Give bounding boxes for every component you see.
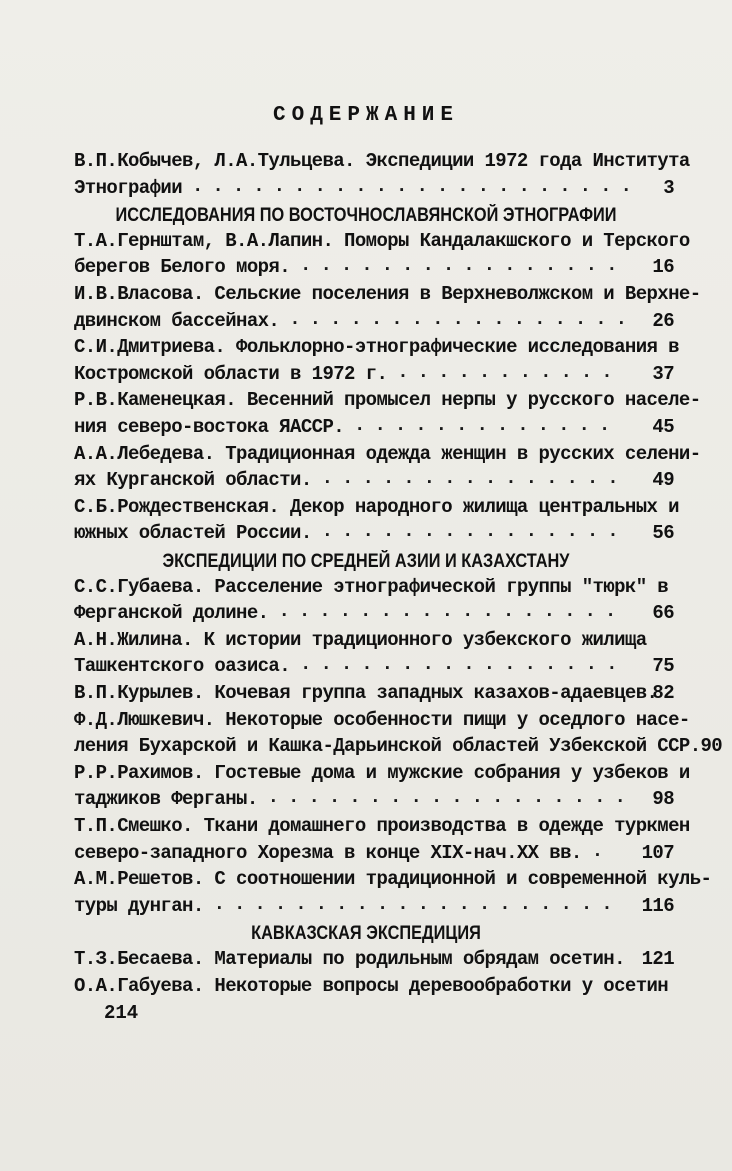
toc-line [74,576,674,602]
toc-line [74,256,674,282]
leader-dots: ................. [289,307,637,330]
toc-page-number: 16 [652,256,674,279]
toc-page-number: 98 [652,788,674,811]
leader-dots: .................... [213,892,622,915]
toc-entry-text: двинском бассейнах. [74,309,280,332]
leader-dots: .................. [267,786,635,809]
toc-line [74,839,674,868]
toc-line [74,682,674,708]
toc-entry-text: С.И.Дмитриева. Фольклорно-этнографические исследования в [74,336,679,359]
toc-line [74,892,674,921]
toc-line [74,283,701,309]
toc-entry-text: ления Бухарской и Кашка-Дарьинской областей Узбекской ССР.90 [74,735,723,758]
toc-line [74,708,690,735]
toc-entry-text: Костромской области в 1972 г. [74,362,388,385]
toc-page-number: 26 [652,309,674,332]
toc-entry-text: Ф.Д.Люшкевич. Некоторые особенности пищи у оседлого насе- [74,708,690,731]
leader-dots: ............. [354,414,620,436]
toc-entry-text: северо-западного Хорезма в конце XIX-нач.XX вв. [74,841,582,864]
toc-entry-text: С.Б.Рождественская. Декор народного жилища центральных и [74,495,679,518]
page-title: СОДЕРЖАНИЕ [272,104,460,127]
toc-entry-text: Т.А.Гернштам, В.А.Лапин. Поморы Кандалакшского и Терского [74,229,690,252]
toc-line [74,150,690,176]
toc-line [74,868,712,894]
toc-entry-text: В.П.Кобычев, Л.А.Тульцева. Экспедиции 1972 года Института [74,150,690,172]
toc-entry-text: А.Н.Жилина. К истории традиционного узбекского жилища [74,628,647,651]
toc-page-number: 66 [652,602,674,625]
toc-line [74,522,674,548]
leader-dots: ............... [321,467,628,490]
toc-entry-text: ях Курганской области. [74,469,312,492]
toc-line [74,602,674,628]
toc-entry-text: Ферганской долине. [74,602,269,625]
leader-dots: . [591,839,613,862]
toc-page-number: 121 [641,948,674,970]
toc-line [74,761,690,788]
toc-entry-text: таджиков Ферганы. [74,788,258,811]
leader-dots: ........... [397,360,622,383]
toc-line [74,442,701,469]
toc-page-number: 116 [641,894,674,917]
toc-entry-text: туры дунган. [74,894,204,917]
leader-dots: ................ [300,653,627,676]
section-heading: ИССЛЕДОВАНИЯ ПО ВОСТОЧНОСЛАВЯНСКОЙ ЭТНОГРАФИИ [115,205,617,227]
toc-entry-text: Р.Р.Рахимов. Гостевые дома и мужские собрания у узбеков и [74,761,690,784]
toc-line [74,229,690,256]
toc-page-number: 56 [652,522,674,545]
page-number: 214 [104,1002,139,1024]
toc-entry-text: берегов Белого моря. [74,256,291,279]
toc-line [74,975,674,1001]
toc-page-number: 37 [652,362,674,385]
toc-line [74,336,679,362]
toc-line [74,815,690,841]
toc-line [74,948,674,974]
toc-page-number: 49 [652,469,674,492]
toc-line [74,307,674,336]
toc-entry-text: южных областей России. [74,522,312,545]
toc-line [74,469,674,495]
toc-entry-text: Р.В.Каменецкая. Весенний промысел нерпы у русского населе- [74,389,701,412]
toc-entry-text: О.А.Габуева. Некоторые вопросы деревообработки у осетин [74,974,669,997]
toc-line [74,389,701,415]
toc-entry-text: С.С.Губаева. Расселение этнографической группы "тюрк" в [74,575,669,598]
toc-page-number: 75 [652,655,674,678]
toc-line [74,655,674,681]
toc-page-number: 82 [652,682,674,704]
section-heading: КАВКАЗСКАЯ ЭКСПЕДИЦИЯ [251,923,481,945]
toc-entry-text: А.А.Лебедева. Традиционная одежда женщин в русских селени- [74,442,701,465]
toc-line [74,629,674,655]
toc-entry-text: Т.П.Смешко. Ткани домашнего производства в одежде туркмен [74,815,690,837]
toc-line [74,416,674,442]
toc-entry-text: Ташкентского оазиса. [74,655,291,678]
leader-dots: ................ [300,254,627,277]
leader-dots: ...................... [192,174,641,197]
toc-line [74,360,674,389]
leader-dots: ............... [321,520,628,543]
toc-line [74,788,674,814]
toc-line [74,174,674,203]
toc-entry-text: И.В.Власова. Сельские поселения в Верхневолжском и Верхне- [74,283,701,305]
toc-entry-text: А.М.Решетов. С соотношении традиционной и современной куль- [74,868,712,891]
toc-page-number: 45 [652,416,674,438]
toc-entry-text: Этнографии [74,176,183,199]
toc-line [74,495,679,522]
toc-entry-text: Т.З.Бесаева. Материалы по родильным обрядам осетин. [74,948,625,970]
toc-entry-text: В.П.Курылев. Кочевая группа западных казахов-адаевцев. [74,682,658,704]
section-heading: ЭКСПЕДИЦИИ ПО СРЕДНЕЙ АЗИИ И КАЗАХСТАНУ [162,551,570,572]
toc-entry-text: ния северо-востока ЯАССР. [74,416,345,438]
toc-line [74,735,723,761]
toc-page-number: 3 [663,176,674,199]
leader-dots: ................. [278,600,626,623]
toc-page-number: 107 [641,841,674,864]
